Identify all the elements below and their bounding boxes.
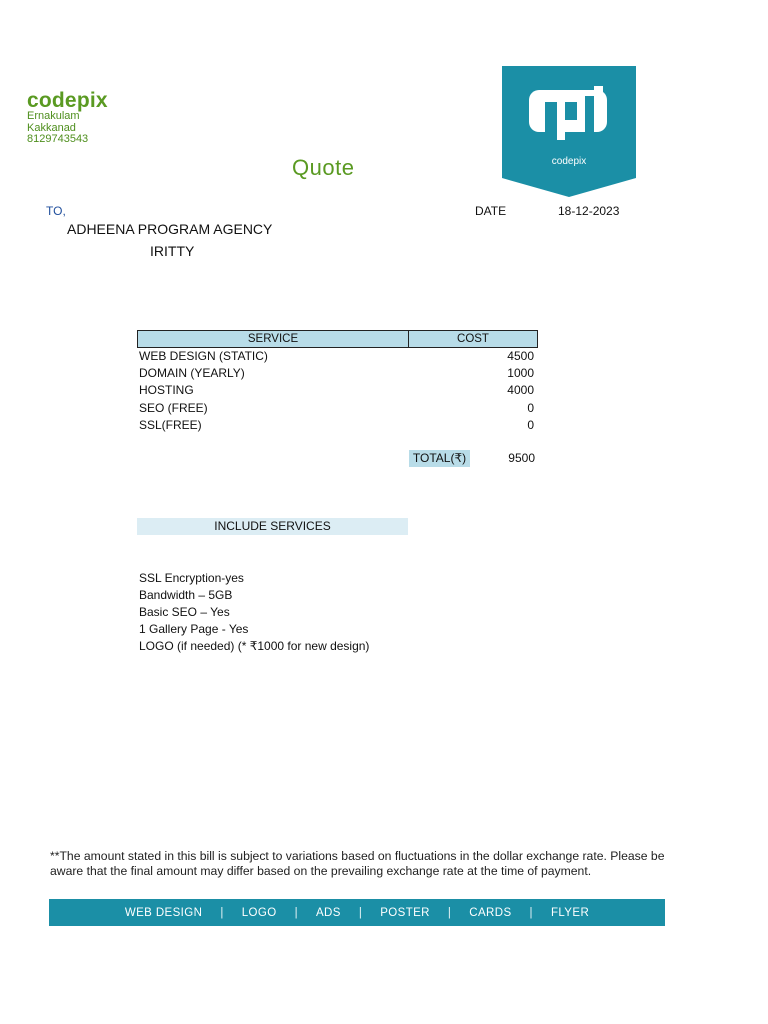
row-service: DOMAIN (YEARLY): [139, 366, 245, 381]
row-service: WEB DESIGN (STATIC): [139, 349, 268, 363]
footer-separator: |: [358, 906, 363, 919]
row-service: HOSTING: [139, 383, 194, 398]
footer-services-bar: [49, 899, 665, 926]
header-service: SERVICE: [138, 331, 409, 347]
total-value: 9500: [508, 451, 535, 465]
footer-item-flyer: FLYER: [550, 906, 590, 919]
table-row: [137, 365, 538, 382]
date-value: 18-12-2023: [558, 204, 620, 218]
row-service: SEO (FREE): [139, 400, 208, 415]
list-item: SSL Encryption-yes: [139, 571, 244, 585]
footer-item-ads: ADS: [315, 906, 341, 919]
footer-separator: |: [220, 906, 224, 919]
header-cost: COST: [457, 333, 489, 345]
table-row: [137, 382, 538, 399]
row-cost: 4500: [507, 349, 534, 363]
codepix-logo-icon: [502, 66, 636, 197]
table-row: [137, 348, 538, 365]
include-services-heading: INCLUDE SERVICES: [137, 518, 408, 535]
address-line-2: Kakkanad: [27, 122, 76, 134]
table-row: [137, 417, 538, 434]
company-name: codepix: [27, 89, 108, 112]
phone-number: 8129743543: [27, 133, 89, 145]
row-service: SSL(FREE): [139, 417, 202, 432]
row-cost: 1000: [507, 366, 534, 381]
row-cost: 0: [527, 417, 534, 432]
date-label: DATE: [475, 204, 507, 218]
footer-item-cards: CARDS: [469, 906, 512, 919]
list-item: LOGO (if needed) (* ₹1000 for new design): [139, 639, 370, 653]
footer-separator: |: [447, 906, 452, 919]
client-name: ADHEENA PROGRAM AGENCY: [67, 221, 273, 237]
disclaimer-text: **The amount stated in this bill is subject to variations based on fluctuations in the dollar exchange rate. Please be aware that the final amount may differ based on the prevailing exchange rate at the time of payment.: [50, 849, 665, 878]
table-row: [137, 400, 538, 417]
footer-item-logo: LOGO: [241, 906, 277, 919]
list-item: 1 Gallery Page - Yes: [139, 622, 249, 636]
service-table: [137, 330, 538, 434]
table-header: [137, 330, 538, 348]
footer-item-web-design: WEB DESIGN: [124, 906, 203, 919]
address-line-1: Ernakulam: [27, 110, 80, 122]
footer-separator: |: [294, 906, 298, 919]
total-label: TOTAL(₹): [409, 450, 470, 467]
row-cost: 4000: [507, 383, 534, 398]
included-services-list: [139, 570, 369, 655]
document-title: Quote: [292, 155, 355, 180]
list-item: Basic SEO – Yes: [139, 605, 230, 619]
footer-separator: |: [529, 906, 533, 919]
list-item: Bandwidth – 5GB: [139, 588, 233, 602]
row-cost: 0: [527, 400, 534, 415]
logo-caption: codepix: [551, 156, 587, 167]
client-city: IRITTY: [150, 243, 195, 259]
to-label: TO,: [46, 204, 66, 218]
footer-item-poster: POSTER: [380, 906, 430, 919]
